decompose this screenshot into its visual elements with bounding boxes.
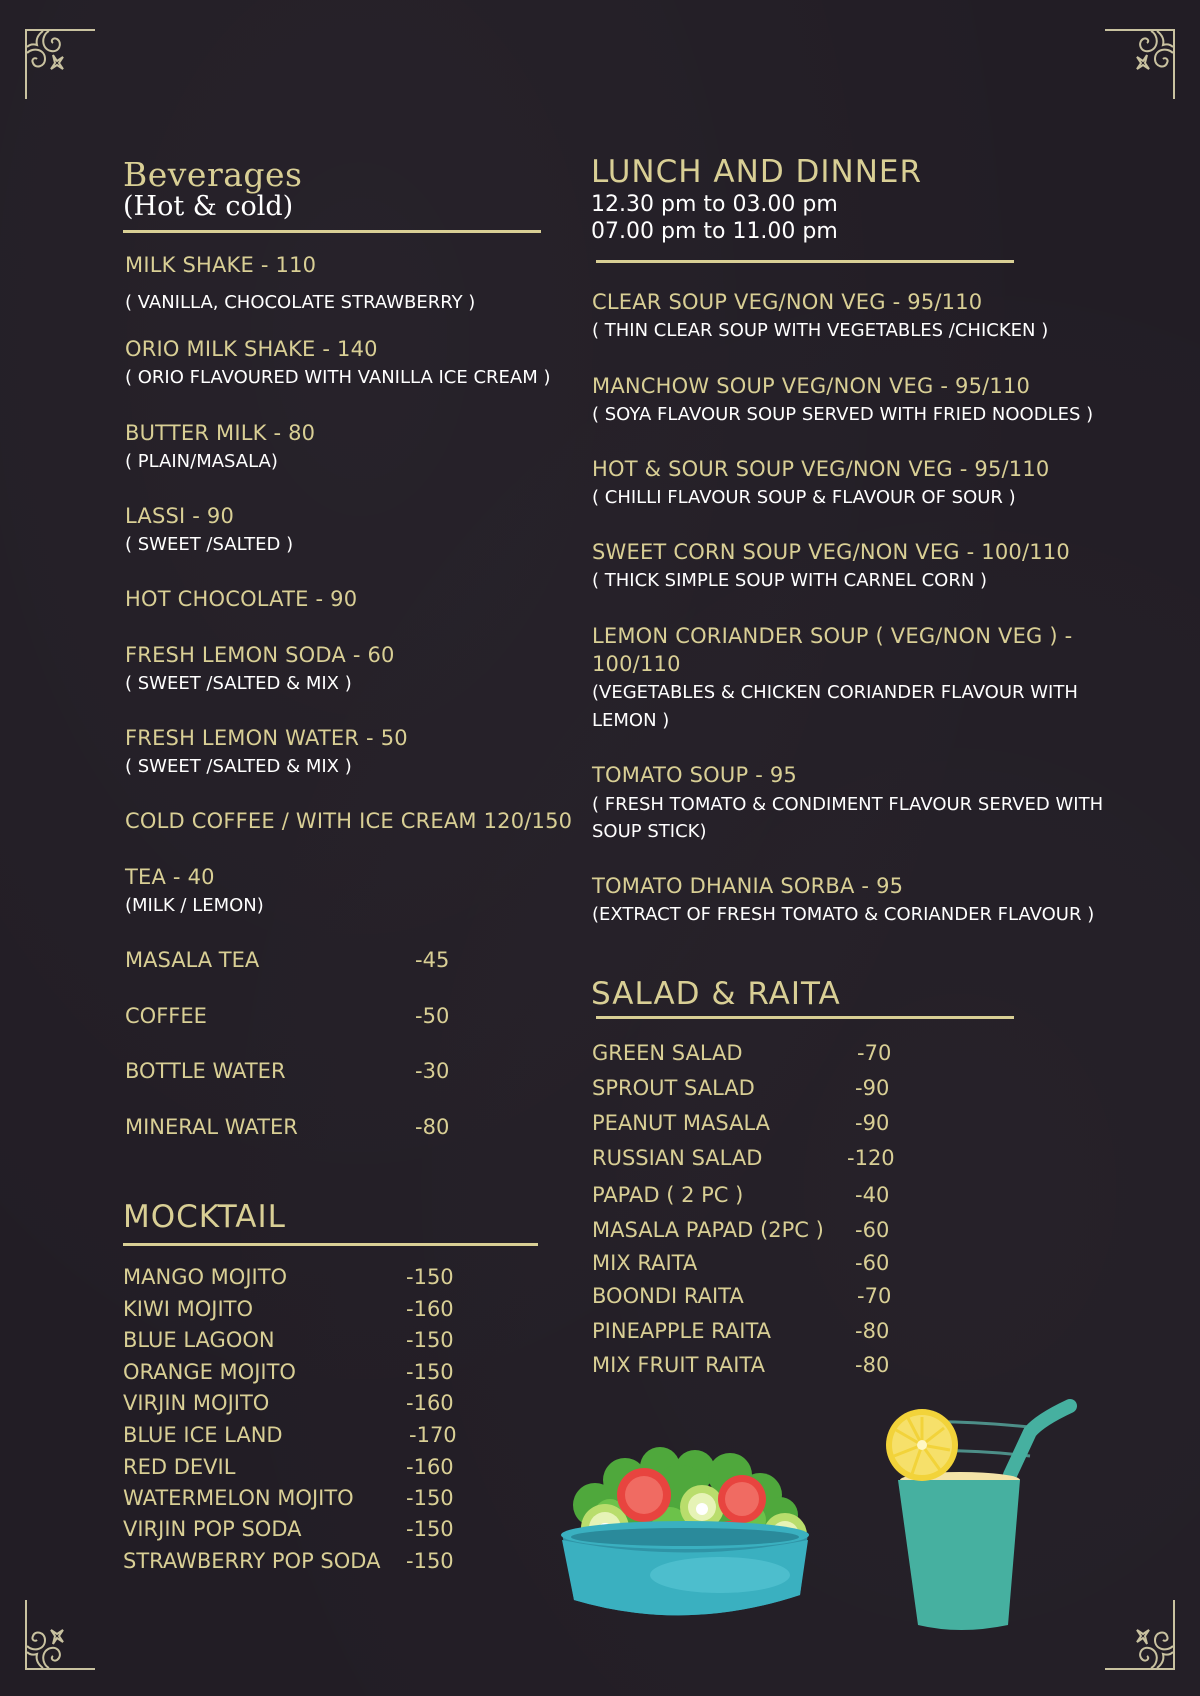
menu-item-name: PEANUT MASALA: [592, 1111, 770, 1135]
menu-item-name: PAPAD ( 2 PC ): [592, 1183, 744, 1207]
menu-item-name: SWEET CORN SOUP VEG/NON VEG - 100/110: [592, 540, 1070, 564]
menu-item-price: -150: [406, 1328, 454, 1352]
ornament-icon: [25, 29, 97, 101]
menu-item-desc: ( VANILLA, CHOCOLATE STRAWBERRY ): [125, 292, 476, 313]
menu-item-name-cont: 100/110: [592, 652, 681, 676]
menu-item-price: -90: [855, 1076, 890, 1100]
menu-item-name: MANCHOW SOUP VEG/NON VEG - 95/110: [592, 374, 1031, 398]
section-divider: [596, 260, 1014, 263]
menu-item-desc: ( SWEET /SALTED & MIX ): [125, 673, 352, 694]
menu-item-name: ORANGE MOJITO: [123, 1360, 296, 1384]
menu-item-price: -60: [855, 1251, 890, 1275]
menu-item-name: MANGO MOJITO: [123, 1265, 288, 1289]
section-divider: [123, 1243, 538, 1246]
corner-ornament-bottom-right: [1103, 1598, 1175, 1670]
beverages-title: Beverages: [123, 155, 303, 194]
salad-raita-title: SALAD & RAITA: [591, 976, 841, 1012]
ornament-icon: [25, 1598, 97, 1670]
menu-item-price: -80: [855, 1353, 890, 1377]
corner-ornament-top-right: [1103, 29, 1175, 101]
lunch-dinner-title: LUNCH AND DINNER: [591, 154, 923, 190]
menu-item-price: -90: [855, 1111, 890, 1135]
menu-item-desc: ( THIN CLEAR SOUP WITH VEGETABLES /CHICKEN ): [592, 320, 1049, 341]
menu-item-price: -70: [857, 1284, 892, 1308]
menu-item-name: TOMATO SOUP - 95: [592, 763, 797, 787]
menu-item-name: BOONDI RAITA: [592, 1284, 744, 1308]
menu-item-name: MIX FRUIT RAITA: [592, 1353, 765, 1377]
menu-item-desc-cont: SOUP STICK): [592, 821, 707, 842]
menu-item-name: FRESH LEMON WATER - 50: [125, 726, 408, 750]
menu-item-desc: ( SWEET /SALTED & MIX ): [125, 756, 352, 777]
menu-item-name: MASALA TEA: [125, 948, 260, 972]
ornament-icon: [1103, 29, 1175, 101]
menu-item-name: VIRJIN MOJITO: [123, 1391, 270, 1415]
menu-item-price: -120: [847, 1146, 895, 1170]
menu-item-name: BOTTLE WATER: [125, 1059, 286, 1083]
lemonade-glass-icon: [870, 1390, 1080, 1640]
menu-item-name: PINEAPPLE RAITA: [592, 1319, 772, 1343]
menu-item-name: LEMON CORIANDER SOUP ( VEG/NON VEG ) -: [592, 624, 1073, 648]
hours-dinner: 07.00 pm to 11.00 pm: [591, 219, 838, 244]
section-divider: [596, 1016, 1014, 1019]
menu-item-price: -150: [406, 1549, 454, 1573]
menu-item-price: -80: [415, 1115, 450, 1139]
menu-item-desc: (VEGETABLES & CHICKEN CORIANDER FLAVOUR WITH: [592, 682, 1078, 703]
menu-item-desc-cont: LEMON ): [592, 710, 670, 731]
ornament-icon: [1103, 1598, 1175, 1670]
menu-item-name: VIRJIN POP SODA: [123, 1517, 302, 1541]
menu-item-name: BUTTER MILK - 80: [125, 421, 316, 445]
menu-item-price: -160: [406, 1391, 454, 1415]
menu-item-name: WATERMELON MOJITO: [123, 1486, 354, 1510]
menu-item-desc: ( FRESH TOMATO & CONDIMENT FLAVOUR SERVED WITH: [592, 794, 1104, 815]
menu-item-name: HOT CHOCOLATE - 90: [125, 587, 358, 611]
menu-item-name: MINERAL WATER: [125, 1115, 298, 1139]
menu-item-price: -150: [406, 1486, 454, 1510]
mocktail-title: MOCKTAIL: [123, 1199, 286, 1235]
menu-item-name: BLUE LAGOON: [123, 1328, 275, 1352]
menu-item-name: COFFEE: [125, 1004, 207, 1028]
menu-item-name: RUSSIAN SALAD: [592, 1146, 763, 1170]
menu-item-name: ORIO MILK SHAKE - 140: [125, 337, 378, 361]
menu-item-price: -45: [415, 948, 450, 972]
menu-item-price: -60: [855, 1218, 890, 1242]
menu-item-desc: (EXTRACT OF FRESH TOMATO & CORIANDER FLAVOUR ): [592, 904, 1095, 925]
section-divider: [123, 230, 541, 233]
menu-item-name: RED DEVIL: [123, 1455, 236, 1479]
corner-ornament-top-left: [25, 29, 97, 101]
menu-item-desc: ( SOYA FLAVOUR SOUP SERVED WITH FRIED NOODLES ): [592, 404, 1094, 425]
menu-item-price: -50: [415, 1004, 450, 1028]
menu-item-price: -150: [406, 1265, 454, 1289]
menu-item-name: STRAWBERRY POP SODA: [123, 1549, 381, 1573]
menu-item-price: -150: [406, 1360, 454, 1384]
menu-item-price: -170: [409, 1423, 457, 1447]
menu-item-desc: ( ORIO FLAVOURED WITH VANILLA ICE CREAM ): [125, 367, 551, 388]
menu-item-name: SPROUT SALAD: [592, 1076, 755, 1100]
menu-item-name: GREEN SALAD: [592, 1041, 743, 1065]
menu-item-price: -150: [406, 1517, 454, 1541]
corner-ornament-bottom-left: [25, 1598, 97, 1670]
menu-item-name: BLUE ICE LAND: [123, 1423, 283, 1447]
menu-item-desc: ( CHILLI FLAVOUR SOUP & FLAVOUR OF SOUR ): [592, 487, 1016, 508]
menu-item-name: MIX RAITA: [592, 1251, 698, 1275]
menu-item-name: TOMATO DHANIA SORBA - 95: [592, 874, 904, 898]
menu-item-price: -160: [406, 1455, 454, 1479]
menu-item-name: MILK SHAKE - 110: [125, 253, 317, 277]
menu-item-price: -70: [857, 1041, 892, 1065]
menu-item-name: MASALA PAPAD (2PC ): [592, 1218, 824, 1242]
menu-item-price: -160: [406, 1297, 454, 1321]
hours-lunch: 12.30 pm to 03.00 pm: [591, 192, 838, 217]
menu-item-name: LASSI - 90: [125, 504, 235, 528]
menu-item-name: HOT & SOUR SOUP VEG/NON VEG - 95/110: [592, 457, 1050, 481]
menu-item-desc: (MILK / LEMON): [125, 895, 264, 916]
menu-item-price: -40: [855, 1183, 890, 1207]
menu-item-name: COLD COFFEE / WITH ICE CREAM 120/150: [125, 809, 573, 833]
menu-item-name: TEA - 40: [125, 865, 215, 889]
menu-item-desc: ( PLAIN/MASALA): [125, 451, 278, 472]
salad-bowl-icon: [550, 1435, 820, 1625]
menu-item-name: KIWI MOJITO: [123, 1297, 253, 1321]
menu-item-desc: ( SWEET /SALTED ): [125, 534, 294, 555]
beverages-subtitle: (Hot & cold): [123, 191, 294, 222]
menu-item-desc: ( THICK SIMPLE SOUP WITH CARNEL CORN ): [592, 570, 988, 591]
menu-item-name: CLEAR SOUP VEG/NON VEG - 95/110: [592, 290, 983, 314]
menu-item-price: -30: [415, 1059, 450, 1083]
menu-item-price: -80: [855, 1319, 890, 1343]
menu-item-name: FRESH LEMON SODA - 60: [125, 643, 395, 667]
